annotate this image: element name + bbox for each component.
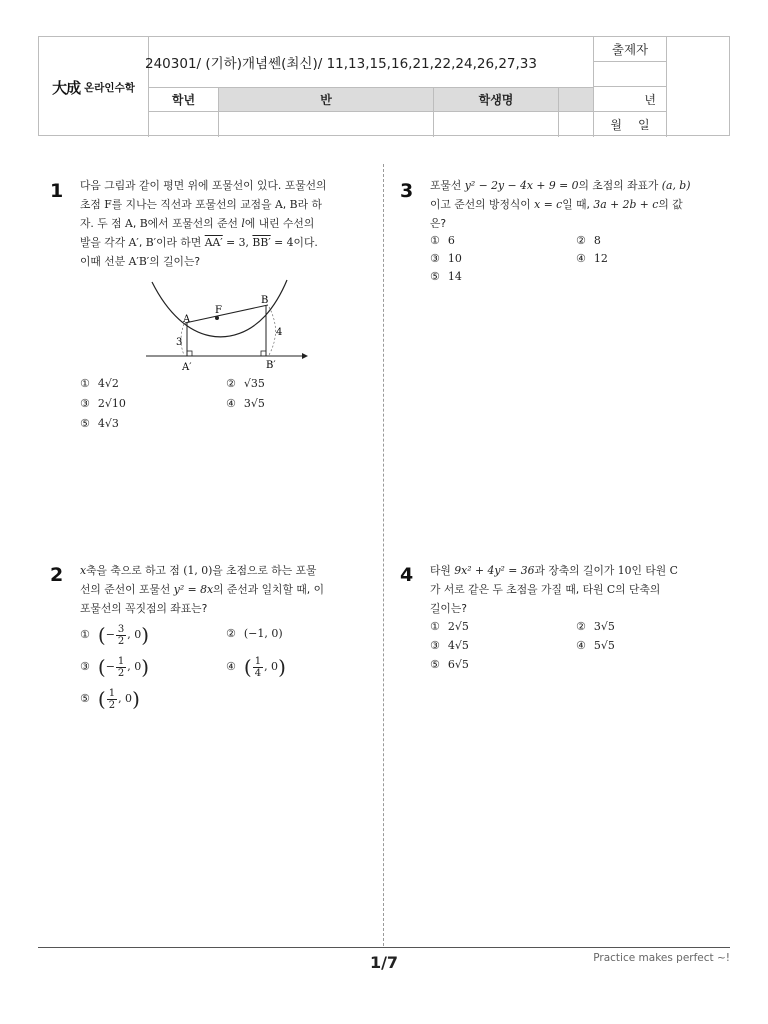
q3-option-3[interactable]: ③ 10 xyxy=(430,252,462,265)
q2-option-4[interactable]: ④ ( $\frac{1}{4}$ , 0) xyxy=(226,655,286,679)
q3-option-1[interactable]: ① 6 xyxy=(430,234,455,247)
q1-option-2[interactable]: ② √35 xyxy=(226,377,265,390)
label-row-end xyxy=(559,88,593,111)
exam-title-cell xyxy=(145,37,593,87)
focus-point xyxy=(215,316,219,320)
logo-text: 온라인수학 xyxy=(84,81,135,94)
logo xyxy=(39,37,149,137)
q2-line3: 포물선의 꼭짓점의 좌표는? xyxy=(80,602,208,615)
meta-column xyxy=(593,37,731,137)
q3-option-4[interactable]: ④ 12 xyxy=(576,252,608,265)
q1-parabola-figure xyxy=(140,278,310,376)
author-value[interactable] xyxy=(594,62,666,87)
q1-option-5[interactable]: ⑤ 4√3 xyxy=(80,417,119,430)
q2-option-5[interactable]: ⑤ ( $\frac{1}{2}$ , 0) xyxy=(80,687,140,711)
year-label: 년 xyxy=(594,87,666,112)
q4-option-4[interactable]: ④ 5√5 xyxy=(576,639,615,652)
q3-text xyxy=(430,176,720,233)
q4-line3: 길이는? xyxy=(430,602,468,615)
label-f: F xyxy=(215,305,222,316)
q2-line1: x축을 축으로 하고 점 (1, 0)을 초점으로 하는 포물 xyxy=(80,564,317,577)
q4-option-5[interactable]: ⑤ 6√5 xyxy=(430,658,469,671)
q2-text xyxy=(80,561,370,618)
q1-line1: 다음 그림과 같이 평면 위에 포물선이 있다. 포물선의 xyxy=(80,179,327,192)
q4-line1: 타원 9x² + 4y² = 36과 장축의 길이가 10인 타원 C xyxy=(430,564,678,577)
grade-value[interactable] xyxy=(149,112,219,137)
q1-option-4[interactable]: ④ 3√5 xyxy=(226,397,265,410)
q2-line2: 선의 준선이 포물선 y² = 8x의 준선과 일치할 때, 이 xyxy=(80,583,325,596)
q3-number: 3 xyxy=(400,180,414,202)
meta-side-cell xyxy=(666,37,732,137)
q4-line2: 가 서로 같은 두 초점을 가질 때, 타원 C의 단축의 xyxy=(430,583,661,596)
q2-option-2[interactable]: ② (−1, 0) xyxy=(226,627,283,640)
label-length-3: 3 xyxy=(176,337,183,348)
exam-title: 240301/ (기하)개념쎈(최신)/ 11,13,15,16,21,22,24,26,27,33 xyxy=(145,56,537,72)
q1-line4: 발을 각각 A′, B′이라 하면 AA′ = 3, BB′ = 4이다. xyxy=(80,236,318,249)
q1-number: 1 xyxy=(50,180,64,202)
value-row xyxy=(149,112,593,137)
class-label: 반 xyxy=(219,88,434,111)
author-label: 출제자 xyxy=(594,37,666,62)
q2-option-1[interactable]: ① (− $\frac{3}{2}$ , 0) xyxy=(80,623,150,647)
directrix-arrow xyxy=(302,353,308,359)
logo-mark: 大成 xyxy=(52,78,81,97)
q3-line1: 포물선 y² − 2y − 4x + 9 = 0의 초점의 좌표가 (a, b) xyxy=(430,179,691,192)
q3-option-2[interactable]: ② 8 xyxy=(576,234,601,247)
label-a-prime: A′ xyxy=(182,362,192,373)
q2-number: 2 xyxy=(50,564,64,586)
footer-rule xyxy=(38,947,730,948)
grade-label: 학년 xyxy=(149,88,219,111)
label-row xyxy=(149,87,593,112)
q1-line2: 초점 F를 지나는 직선과 포물선의 교점을 A, B라 하 xyxy=(80,198,322,211)
q1-line5: 이때 선분 A′B′의 길이는? xyxy=(80,255,201,268)
label-b: B xyxy=(261,295,269,306)
q4-option-1[interactable]: ① 2√5 xyxy=(430,620,469,633)
day-label: 일 xyxy=(638,118,650,132)
student-name-value[interactable] xyxy=(434,112,559,137)
q3-line2: 이고 준선의 방정식이 x = c일 때, 3a + 2b + c의 값 xyxy=(430,198,683,211)
value-row-end xyxy=(559,112,593,137)
right-angle-b xyxy=(261,351,266,356)
q1-option-3[interactable]: ③ 2√10 xyxy=(80,397,126,410)
q3-line3: 은? xyxy=(430,217,447,230)
q1-line3: 자. 두 점 A, B에서 포물선의 준선 l에 내린 수선의 xyxy=(80,217,315,230)
page-number: 1/7 xyxy=(369,953,399,972)
q4-number: 4 xyxy=(400,564,414,586)
column-divider xyxy=(383,164,384,946)
label-length-4: 4 xyxy=(276,327,283,338)
date-cell xyxy=(594,112,666,137)
header-table xyxy=(38,36,730,136)
right-angle-a xyxy=(187,351,192,356)
focal-chord xyxy=(185,305,268,323)
q4-text xyxy=(430,561,720,618)
label-b-prime: B′ xyxy=(266,360,276,371)
q1-option-1[interactable]: ① 4√2 xyxy=(80,377,119,390)
q1-text xyxy=(80,176,370,271)
student-name-label: 학생명 xyxy=(434,88,559,111)
q4-option-3[interactable]: ③ 4√5 xyxy=(430,639,469,652)
q2-option-3[interactable]: ③ (− $\frac{1}{2}$ , 0) xyxy=(80,655,150,679)
q3-option-5[interactable]: ⑤ 14 xyxy=(430,270,462,283)
brace-b xyxy=(269,307,276,355)
footer-slogan: Practice makes perfect ~! xyxy=(593,952,730,964)
q4-option-2[interactable]: ② 3√5 xyxy=(576,620,615,633)
class-value[interactable] xyxy=(219,112,434,137)
month-label: 월 xyxy=(610,118,622,132)
label-a: A xyxy=(183,314,191,325)
